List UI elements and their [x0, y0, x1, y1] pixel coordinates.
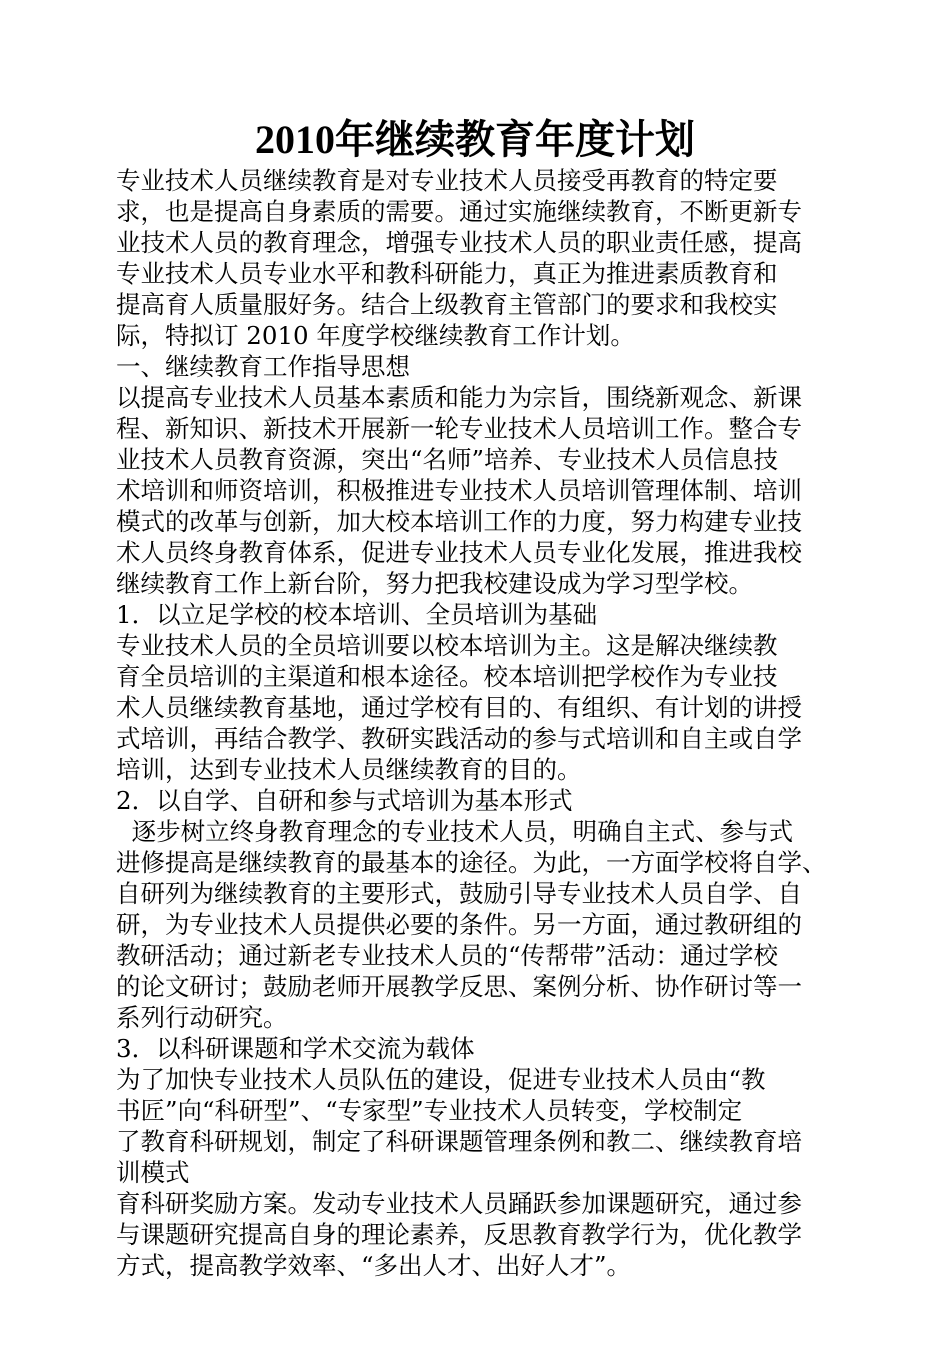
body-line: 进修提高是继续教育的最基本的途径。为此，一方面学校将自学、	[116, 848, 827, 877]
body-line: 自研列为继续教育的主要形式，鼓励引导专业技术人员自学、自	[116, 879, 802, 908]
body-line: 了教育科研规划，制定了科研课题管理条例和教二、继续教育培	[116, 1127, 802, 1156]
body-line: 专业技术人员专业水平和教科研能力，真正为推进素质教育和	[116, 259, 778, 288]
body-line: 与课题研究提高自身的理论素养，反思教育教学行为，优化教学	[116, 1220, 802, 1249]
body-line: 的论文研讨；鼓励老师开展教学反思、案例分析、协作研讨等一	[116, 972, 802, 1001]
body-line: 为了加快专业技术人员队伍的建设，促进专业技术人员由“教	[116, 1065, 766, 1094]
body-line: 以提高专业技术人员基本素质和能力为宗旨，围绕新观念、新课	[116, 383, 802, 412]
body-line: 教研活动；通过新老专业技术人员的“传帮带”活动：通过学校	[116, 941, 779, 970]
body-line: 业技术人员教育资源，突出“名师”培养、专业技术人员信息技	[116, 445, 779, 474]
body-line: 际，特拟订 2010 年度学校继续教育工作计划。	[116, 321, 635, 350]
body-line: 术人员终身教育体系，促进专业技术人员专业化发展，推进我校	[116, 538, 802, 567]
document-title: 2010年继续教育年度计划	[255, 117, 695, 162]
body-line: 方式，提高教学效率、“多出人才、出好人才”。	[116, 1251, 632, 1280]
body-line: 专业技术人员继续教育是对专业技术人员接受再教育的特定要	[116, 166, 778, 195]
body-line: 培训，达到专业技术人员继续教育的目的。	[116, 755, 582, 784]
body-line: 程、新知识、新技术开展新一轮专业技术人员培训工作。整合专	[116, 414, 802, 443]
subsection-heading: 2．以自学、自研和参与式培训为基本形式	[116, 786, 573, 815]
body-line: 训模式	[116, 1158, 190, 1187]
body-line: 模式的改革与创新，加大校本培训工作的力度，努力构建专业技	[116, 507, 802, 536]
body-line: 术人员继续教育基地，通过学校有目的、有组织、有计划的讲授	[116, 693, 802, 722]
body-line: 术培训和师资培训，积极推进专业技术人员培训管理体制、培训	[116, 476, 802, 505]
body-line: 研，为专业技术人员提供必要的条件。另一方面，通过教研组的	[116, 910, 802, 939]
subsection-heading: 1．以立足学校的校本培训、全员培训为基础	[116, 600, 598, 629]
section-heading: 一、继续教育工作指导思想	[116, 352, 410, 381]
body-line: 业技术人员的教育理念，增强专业技术人员的职业责任感，提高	[116, 228, 802, 257]
body-line: 专业技术人员的全员培训要以校本培训为主。这是解决继续教	[116, 631, 778, 660]
document-body	[116, 165, 846, 1281]
body-line: 书匠”向“科研型”、“专家型”专业技术人员转变，学校制定	[116, 1096, 743, 1125]
body-line: 继续教育工作上新台阶，努力把我校建设成为学习型学校。	[116, 569, 753, 598]
body-line: 提高育人质量服好务。结合上级教育主管部门的要求和我校实	[116, 290, 778, 319]
body-line: 系列行动研究。	[116, 1003, 288, 1032]
body-line: 育全员培训的主渠道和根本途径。校本培训把学校作为专业技	[116, 662, 778, 691]
body-line: 育科研奖励方案。发动专业技术人员踊跃参加课题研究，通过参	[116, 1189, 802, 1218]
body-line: 式培训，再结合教学、教研实践活动的参与式培训和自主或自学	[116, 724, 802, 753]
body-line: 逐步树立终身教育理念的专业技术人员，明确自主式、参与式	[116, 817, 794, 846]
body-line: 求，也是提高自身素质的需要。通过实施继续教育，不断更新专	[116, 197, 802, 226]
subsection-heading: 3．以科研课题和学术交流为载体	[116, 1034, 475, 1063]
